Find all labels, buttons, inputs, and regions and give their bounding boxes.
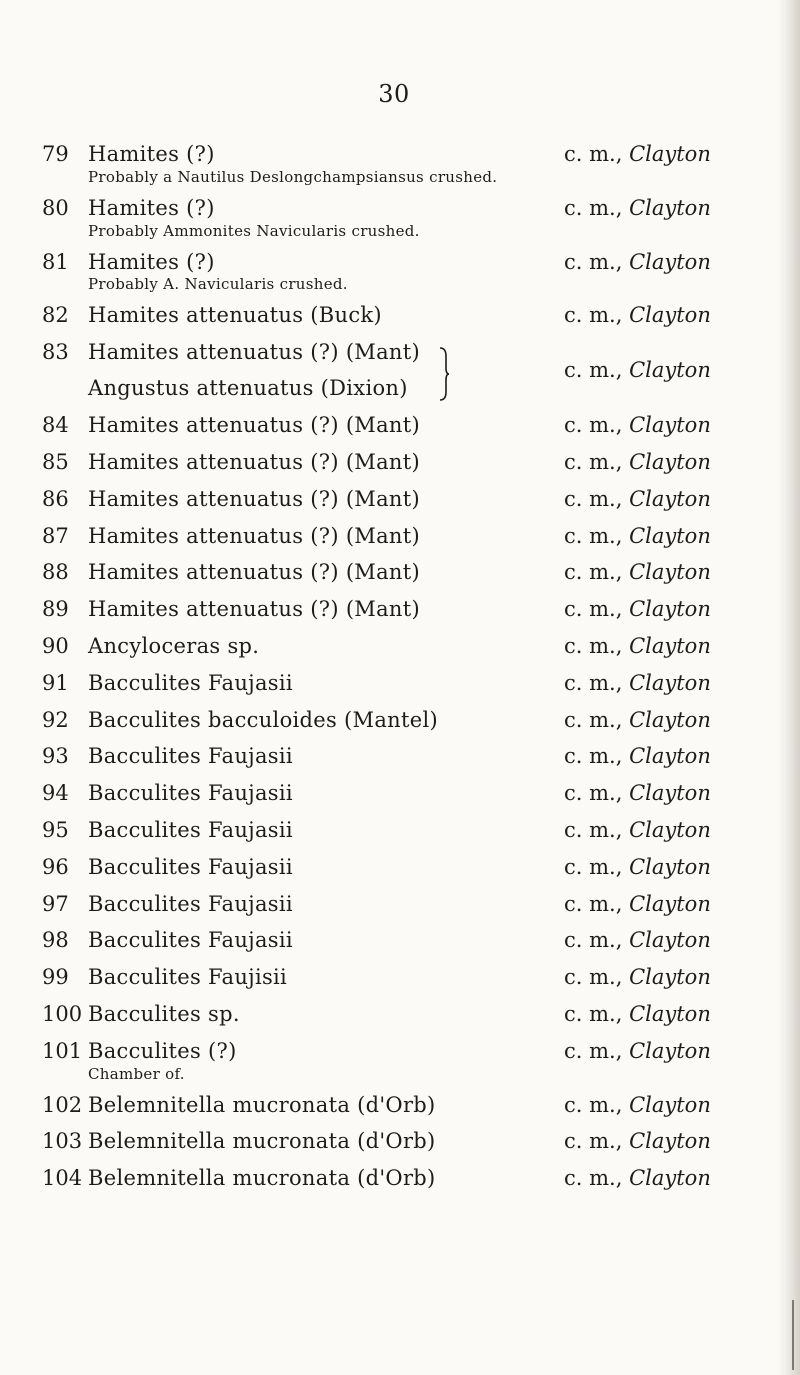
catalogue-entry: [0, 1123, 800, 1160]
catalogue-entry: [0, 244, 800, 298]
entry-number: 86: [42, 486, 69, 511]
locality-prefix: c. m.,: [564, 486, 623, 511]
locality-place: Clayton: [629, 1092, 711, 1117]
entry-line: [0, 812, 800, 849]
catalogue-entry: [0, 812, 800, 849]
catalogue-entry: [0, 775, 800, 812]
entry-line: [0, 1087, 800, 1124]
entry-number: 91: [42, 670, 69, 695]
entry-note: Chamber of.: [88, 1064, 185, 1083]
species-name: Bacculites Faujasii: [88, 854, 293, 879]
locality-prefix: c. m.,: [564, 523, 623, 548]
locality: [564, 485, 711, 513]
locality-place: Clayton: [629, 249, 711, 274]
species-name: Belemnitella mucronata (d'Orb): [88, 1166, 436, 1191]
catalogue-entry: [0, 1087, 800, 1124]
locality-prefix: c. m.,: [564, 670, 623, 695]
locality-place: Clayton: [629, 1038, 711, 1063]
catalogue-entry: [0, 136, 800, 190]
locality: [564, 816, 711, 844]
entry-number: 80: [42, 195, 69, 220]
entry-number: 103: [42, 1129, 83, 1154]
locality-place: Clayton: [629, 1166, 711, 1191]
entry-number: 101: [42, 1038, 83, 1063]
locality-place: Clayton: [629, 1001, 711, 1026]
catalogue-entry: [0, 738, 800, 775]
entry-number: 100: [42, 1001, 83, 1026]
catalogue-entry: [0, 959, 800, 996]
entry-line: [0, 297, 800, 334]
locality-prefix: c. m.,: [564, 928, 623, 953]
species-name: Bacculites bacculoides (Mantel): [88, 707, 438, 732]
species-name: Bacculites Faujasii: [88, 670, 293, 695]
locality: [564, 853, 711, 881]
locality: [564, 742, 711, 770]
locality: [564, 632, 711, 660]
locality-place: Clayton: [629, 303, 711, 328]
entry-line: [0, 481, 800, 518]
locality-prefix: c. m.,: [564, 817, 623, 842]
entry-number: 85: [42, 449, 69, 474]
species-name: Hamites (?): [88, 195, 215, 220]
locality-place: Clayton: [629, 486, 711, 511]
entry-line: [0, 444, 800, 481]
entry-number: 94: [42, 781, 69, 806]
catalogue-entry: [0, 481, 800, 518]
species-name: Bacculites Faujasii: [88, 928, 293, 953]
locality-place: Clayton: [629, 744, 711, 769]
entry-number: 83: [42, 340, 69, 365]
entry-number: 79: [42, 142, 69, 166]
entry-line: [0, 996, 800, 1033]
species-name: Hamites attenuatus (?) (Mant): [88, 486, 420, 511]
catalogue-entry: [0, 407, 800, 444]
locality: [564, 890, 711, 918]
species-name: Hamites attenuatus (?) (Mant): [88, 340, 420, 365]
entry-number: 93: [42, 744, 69, 769]
locality: [564, 779, 711, 807]
locality: [564, 194, 711, 222]
catalogue-entry: [0, 444, 800, 481]
locality-prefix: c. m.,: [564, 560, 623, 585]
entry-line: [0, 959, 800, 996]
locality-place: Clayton: [629, 817, 711, 842]
locality-place: Clayton: [629, 928, 711, 953]
entry-note: Probably Ammonites Navicularis crushed.: [88, 221, 420, 240]
entry-line: [0, 1160, 800, 1197]
species-name: Hamites (?): [88, 249, 215, 274]
entry-number: 84: [42, 413, 69, 438]
catalogue-entry: [0, 518, 800, 555]
catalogue-entry: [0, 334, 800, 407]
locality: [564, 1127, 711, 1155]
locality-place: Clayton: [629, 965, 711, 990]
locality-place: Clayton: [629, 1129, 711, 1154]
entry-number: 97: [42, 891, 69, 916]
locality: [564, 558, 711, 586]
entry-line: [0, 849, 800, 886]
locality: [564, 926, 711, 954]
locality-place: Clayton: [629, 523, 711, 548]
locality-prefix: c. m.,: [564, 1001, 623, 1026]
locality-place: Clayton: [629, 633, 711, 658]
species-name: Bacculites Faujasii: [88, 781, 293, 806]
locality-prefix: c. m.,: [564, 358, 623, 383]
locality: [564, 1091, 711, 1119]
locality-prefix: c. m.,: [564, 854, 623, 879]
entry-note: Probably A. Navicularis crushed.: [88, 275, 348, 294]
locality-place: Clayton: [629, 142, 711, 166]
locality: [564, 595, 711, 623]
catalogue-entry: [0, 996, 800, 1033]
species-name: Hamites attenuatus (?) (Mant): [88, 449, 420, 474]
locality-prefix: c. m.,: [564, 744, 623, 769]
locality-prefix: c. m.,: [564, 142, 623, 166]
catalogue-entry: [0, 665, 800, 702]
entry-number: 82: [42, 303, 69, 328]
catalogue-entry: [0, 190, 800, 244]
locality: [564, 963, 711, 991]
locality-prefix: c. m.,: [564, 707, 623, 732]
locality-place: Clayton: [629, 358, 711, 383]
locality-place: Clayton: [629, 854, 711, 879]
locality-place: Clayton: [629, 195, 711, 220]
entry-number: 87: [42, 523, 69, 548]
locality-place: Clayton: [629, 781, 711, 806]
locality: [564, 1037, 711, 1065]
locality: [564, 301, 711, 329]
locality-prefix: c. m.,: [564, 633, 623, 658]
species-name: Hamites (?): [88, 142, 215, 166]
entry-number: 89: [42, 597, 69, 622]
catalogue-entry: [0, 886, 800, 923]
entry-line: [0, 407, 800, 444]
catalogue-entry: [0, 922, 800, 959]
locality-place: Clayton: [629, 707, 711, 732]
catalogue-entry: [0, 628, 800, 665]
locality: [564, 140, 711, 168]
page-number: 30: [378, 80, 410, 108]
catalogue-entry: [0, 554, 800, 591]
species-name: Bacculites (?): [88, 1038, 237, 1063]
entry-line: [0, 775, 800, 812]
species-name: Bacculites Faujasii: [88, 817, 293, 842]
entry-line: [0, 886, 800, 923]
specimen-list: [0, 136, 800, 1197]
catalogue-entry: [0, 849, 800, 886]
species-name: Hamites attenuatus (?) (Mant): [88, 597, 420, 622]
entry-number: 102: [42, 1092, 83, 1117]
catalogue-entry: [0, 591, 800, 628]
entry-line: [0, 922, 800, 959]
species-synonym: Angustus attenuatus (Dixion): [88, 376, 408, 401]
entry-number: 98: [42, 928, 69, 953]
species-name: Belemnitella mucronata (d'Orb): [88, 1092, 436, 1117]
locality-place: Clayton: [629, 560, 711, 585]
species-name: Hamites attenuatus (?) (Mant): [88, 560, 420, 585]
catalogue-entry: [0, 702, 800, 739]
species-name: Belemnitella mucronata (d'Orb): [88, 1129, 436, 1154]
species-name: Hamites attenuatus (?) (Mant): [88, 413, 420, 438]
entry-number: 104: [42, 1166, 83, 1191]
entry-number: 96: [42, 854, 69, 879]
locality-prefix: c. m.,: [564, 413, 623, 438]
entry-line: [0, 1123, 800, 1160]
locality-prefix: c. m.,: [564, 965, 623, 990]
locality-place: Clayton: [629, 449, 711, 474]
species-name: Bacculites sp.: [88, 1001, 240, 1026]
binding-mark: [792, 1300, 794, 1370]
species-name: Bacculites Faujasii: [88, 744, 293, 769]
locality-place: Clayton: [629, 597, 711, 622]
species-name: Bacculites Faujasii: [88, 891, 293, 916]
locality: [564, 706, 711, 734]
entry-number: 81: [42, 249, 69, 274]
catalogue-entry: [0, 297, 800, 334]
locality: [564, 356, 711, 384]
entry-line: [0, 738, 800, 775]
entry-line: [0, 591, 800, 628]
locality-prefix: c. m.,: [564, 249, 623, 274]
locality-prefix: c. m.,: [564, 195, 623, 220]
locality-prefix: c. m.,: [564, 449, 623, 474]
catalogue-entry: [0, 1160, 800, 1197]
locality-prefix: c. m.,: [564, 891, 623, 916]
locality: [564, 448, 711, 476]
species-name: Bacculites Faujisii: [88, 965, 288, 990]
locality: [564, 669, 711, 697]
entry-line: [0, 554, 800, 591]
entry-number: 95: [42, 817, 69, 842]
species-name: Hamites attenuatus (?) (Mant): [88, 523, 420, 548]
locality-place: Clayton: [629, 891, 711, 916]
species-name: Hamites attenuatus (Buck): [88, 303, 382, 328]
locality-prefix: c. m.,: [564, 597, 623, 622]
entry-note: Probably a Nautilus Deslongchampsiansus crushed.: [88, 167, 498, 186]
locality: [564, 522, 711, 550]
entry-number: 88: [42, 560, 69, 585]
entry-line: [0, 518, 800, 555]
locality-prefix: c. m.,: [564, 303, 623, 328]
locality: [564, 1000, 711, 1028]
locality-prefix: c. m.,: [564, 1038, 623, 1063]
locality: [564, 411, 711, 439]
species-name: Ancyloceras sp.: [88, 633, 260, 658]
entry-line: [0, 702, 800, 739]
locality-place: Clayton: [629, 413, 711, 438]
locality-place: Clayton: [629, 670, 711, 695]
entry-line: [0, 334, 800, 407]
entry-number: 90: [42, 633, 69, 658]
locality: [564, 248, 711, 276]
entry-line: [0, 665, 800, 702]
locality: [564, 1164, 711, 1192]
entry-number: 92: [42, 707, 69, 732]
brace-icon: [438, 346, 450, 402]
entry-line: [0, 628, 800, 665]
locality-prefix: c. m.,: [564, 1129, 623, 1154]
locality-prefix: c. m.,: [564, 1092, 623, 1117]
entry-number: 99: [42, 965, 69, 990]
locality-prefix: c. m.,: [564, 1166, 623, 1191]
locality-prefix: c. m.,: [564, 781, 623, 806]
catalogue-entry: [0, 1033, 800, 1087]
